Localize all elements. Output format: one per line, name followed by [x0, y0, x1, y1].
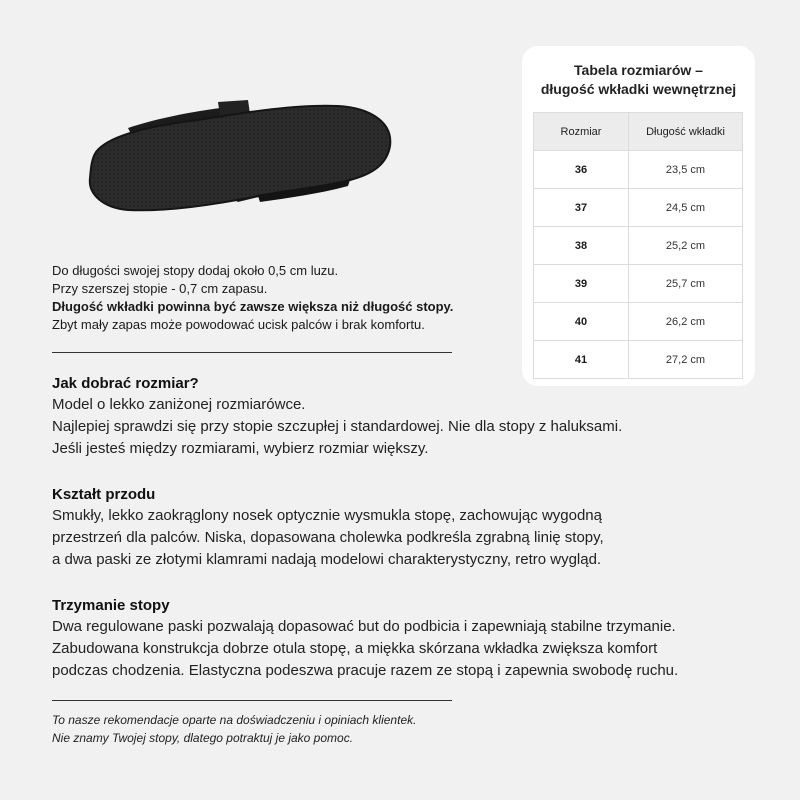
section-line: Smukły, lekko zaokrąglony nosek optycznie wysmukla stopę, zachowując wygodną — [52, 507, 602, 524]
length-cell: 24,5 cm — [629, 189, 743, 227]
length-cell: 25,2 cm — [629, 227, 743, 265]
section-foot-hold — [52, 596, 800, 682]
note-line: Zbyt mały zapas może powodować ucisk palców i brak komfortu. — [52, 317, 425, 332]
table-row — [534, 151, 743, 189]
divider — [52, 352, 452, 353]
shoe-sole-image — [88, 100, 398, 220]
note-line: Przy szerszej stopie - 0,7 cm zapasu. — [52, 281, 268, 296]
length-cell: 27,2 cm — [629, 341, 743, 379]
fit-notes — [52, 262, 522, 334]
section-toe-shape — [52, 485, 800, 571]
section-line: Najlepiej sprawdzi się przy stopie szczupłej i standardowej. Nie dla stopy z haluksami. — [52, 418, 623, 435]
table-row — [534, 227, 743, 265]
size-cell: 38 — [534, 227, 629, 265]
size-cell: 41 — [534, 341, 629, 379]
table-row — [534, 265, 743, 303]
section-line: a dwa paski ze złotymi klamrami nadają modelowi charakterystyczny, retro wygląd. — [52, 551, 602, 568]
length-cell: 25,7 cm — [629, 265, 743, 303]
section-line: Zabudowana konstrukcja dobrze otula stopę, a miękka skórzana wkładka zwiększa komfort — [52, 640, 658, 657]
section-heading: Kształt przodu — [52, 486, 156, 503]
section-line: podczas chodzenia. Elastyczna podeszwa pracuje razem ze stopą i zapewnia swobodę ruchu. — [52, 662, 679, 679]
footnote — [52, 711, 652, 747]
table-row — [534, 303, 743, 341]
section-line: Model o lekko zaniżonej rozmiarówce. — [52, 396, 306, 413]
section-heading: Jak dobrać rozmiar? — [52, 375, 199, 392]
note-line-emphasis: Długość wkładki powinna być zawsze większa niż długość stopy. — [52, 299, 454, 314]
section-heading: Trzymanie stopy — [52, 597, 170, 614]
length-cell: 26,2 cm — [629, 303, 743, 341]
table-row — [534, 341, 743, 379]
size-cell: 36 — [534, 151, 629, 189]
column-header-length: Długość wkładki — [629, 113, 743, 151]
size-table-card — [522, 46, 755, 386]
size-cell: 40 — [534, 303, 629, 341]
section-line: Dwa regulowane paski pozwalają dopasować but do podbicia i zapewniają stabilne trzymanie. — [52, 618, 676, 635]
section-size-guide — [52, 374, 800, 460]
length-cell: 23,5 cm — [629, 151, 743, 189]
divider — [52, 700, 452, 701]
table-row — [534, 189, 743, 227]
column-header-size: Rozmiar — [534, 113, 629, 151]
size-table-title: Tabela rozmiarów – długość wkładki wewnętrznej — [540, 62, 737, 97]
size-table — [533, 112, 743, 379]
note-line: Do długości swojej stopy dodaj około 0,5 cm luzu. — [52, 263, 339, 278]
size-cell: 37 — [534, 189, 629, 227]
section-line: Jeśli jesteś między rozmiarami, wybierz rozmiar większy. — [52, 440, 429, 457]
footnote-line: Nie znamy Twojej stopy, dlatego potraktuj je jako pomoc. — [52, 731, 354, 745]
footnote-line: To nasze rekomendacje oparte na doświadczeniu i opiniach klientek. — [52, 713, 417, 727]
size-cell: 39 — [534, 265, 629, 303]
section-line: przestrzeń dla palców. Niska, dopasowana cholewka podkreśla zgrabną linię stopy, — [52, 529, 604, 546]
